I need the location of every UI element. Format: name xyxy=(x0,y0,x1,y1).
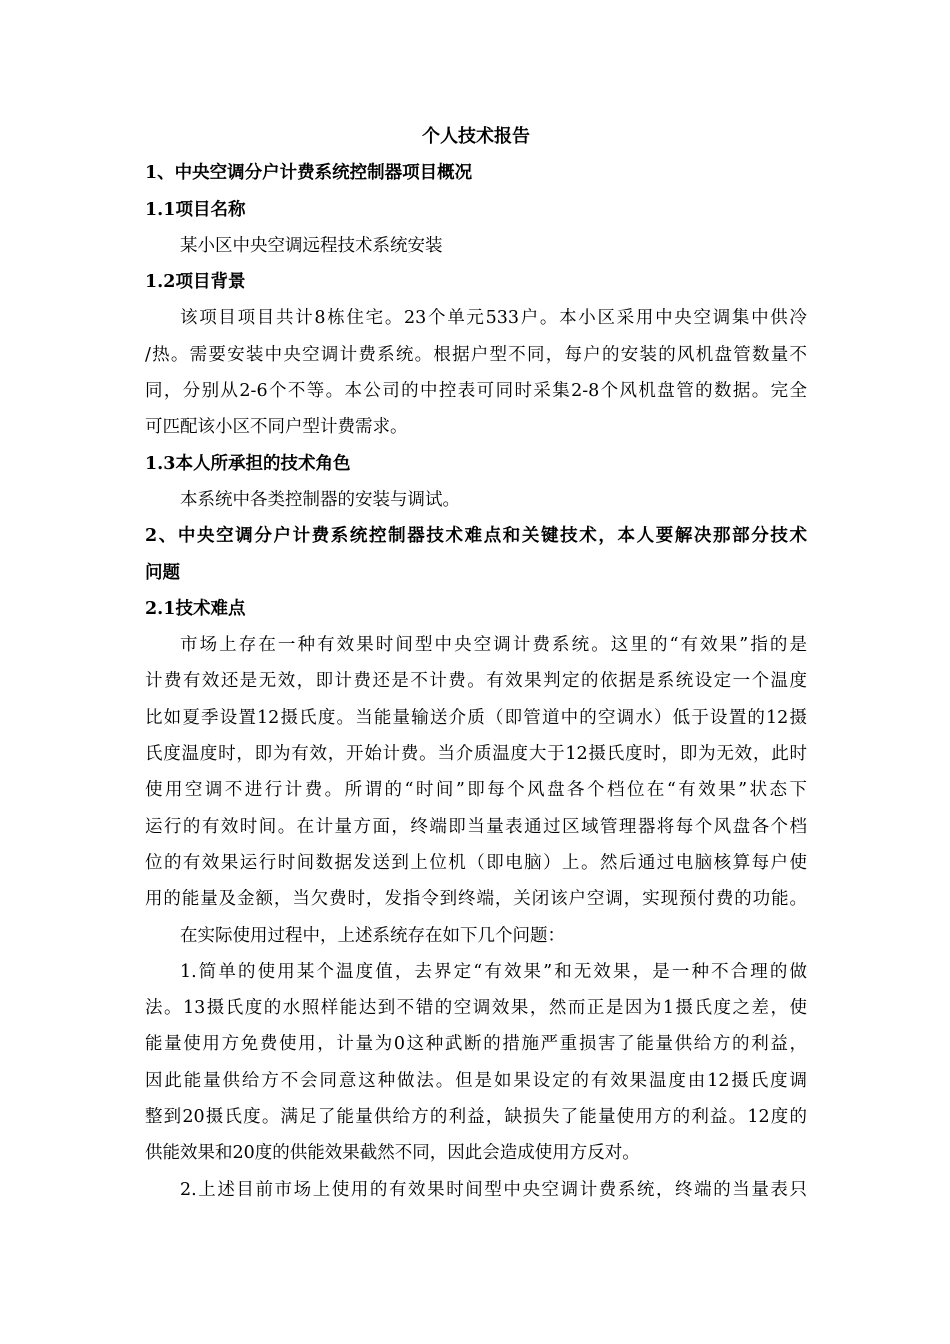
paragraph-line: 2.上述目前市场上使用的有效果时间型中央空调计费系统，终端的当量表只 xyxy=(180,1179,807,1200)
section-heading-2-continued: 问题 xyxy=(145,562,180,583)
paragraph-line: 能量使用方免费使用，计量为0这种武断的措施严重损害了能量供给方的利益， xyxy=(145,1034,807,1055)
paragraph-line: 该项目项目共计8栋住宅。23个单元533户。本小区采用中央空调集中供冷 xyxy=(180,308,807,329)
paragraph-line: 位的有效果运行时间数据发送到上位机（即电脑）上。然后通过电脑核算每户使 xyxy=(145,852,807,873)
paragraph-line: 运行的有效时间。在计量方面，终端即当量表通过区域管理器将每个风盘各个档 xyxy=(145,816,807,837)
section-heading-2: 2、中央空调分户计费系统控制器技术难点和关键技术，本人要解决那部分技术 xyxy=(145,526,807,547)
paragraph-line: 在实际使用过程中，上述系统存在如下几个问题： xyxy=(180,925,565,946)
paragraph-line: 本系统中各类控制器的安装与调试。 xyxy=(180,489,460,510)
document-body xyxy=(145,119,807,1208)
document-title: 个人技术报告 xyxy=(422,126,530,147)
paragraph-line: 比如夏季设置12摄氏度。当能量输送介质（即管道中的空调水）低于设置的12摄 xyxy=(145,707,807,728)
paragraph-line: 供能效果和20度的供能效果截然不同，因此会造成使用方反对。 xyxy=(145,1143,640,1164)
subsection-heading-1-1: 1.1项目名称 xyxy=(145,199,246,220)
paragraph-line: 氏度温度时，即为有效，开始计费。当介质温度大于12摄氏度时，即为无效，此时 xyxy=(145,744,807,765)
paragraph-line: 用的能量及金额，当欠费时，发指令到终端，关闭该户空调，实现预付费的功能。 xyxy=(145,889,807,910)
paragraph-line: /热。需要安装中央空调计费系统。根据户型不同，每户的安装的风机盘管数量不 xyxy=(145,344,807,365)
paragraph-line: 使用空调不进行计费。所谓的“时间”即每个风盘各个档位在“有效果”状态下 xyxy=(145,780,807,801)
paragraph-line: 可匹配该小区不同户型计费需求。 xyxy=(145,417,408,438)
paragraph-line: 1.简单的使用某个温度值，去界定“有效果”和无效果，是一种不合理的做 xyxy=(180,961,807,982)
subsection-heading-2-1: 2.1技术难点 xyxy=(145,598,246,619)
subsection-heading-1-2: 1.2项目背景 xyxy=(145,272,246,293)
paragraph-line: 因此能量供给方不会同意这种做法。但是如果设定的有效果温度由12摄氏度调 xyxy=(145,1070,807,1091)
paragraph-line: 法。13摄氏度的水照样能达到不错的空调效果，然而正是因为1摄氏度之差，使 xyxy=(145,998,807,1019)
section-heading-1: 1、中央空调分户计费系统控制器项目概况 xyxy=(145,163,473,184)
paragraph-line: 某小区中央空调远程技术系统安装 xyxy=(180,235,443,256)
paragraph-line: 整到20摄氏度。满足了能量供给方的利益，缺损失了能量使用方的利益。12度的 xyxy=(145,1107,807,1128)
paragraph-line: 市场上存在一种有效果时间型中央空调计费系统。这里的“有效果”指的是 xyxy=(180,635,807,656)
subsection-heading-1-3: 1.3本人所承担的技术角色 xyxy=(145,453,351,474)
paragraph-line: 同，分别从2-6个不等。本公司的中控表可同时采集2-8个风机盘管的数据。完全 xyxy=(145,381,807,402)
paragraph-line: 计费有效还是无效，即计费还是不计费。有效果判定的依据是系统设定一个温度 xyxy=(145,671,807,692)
